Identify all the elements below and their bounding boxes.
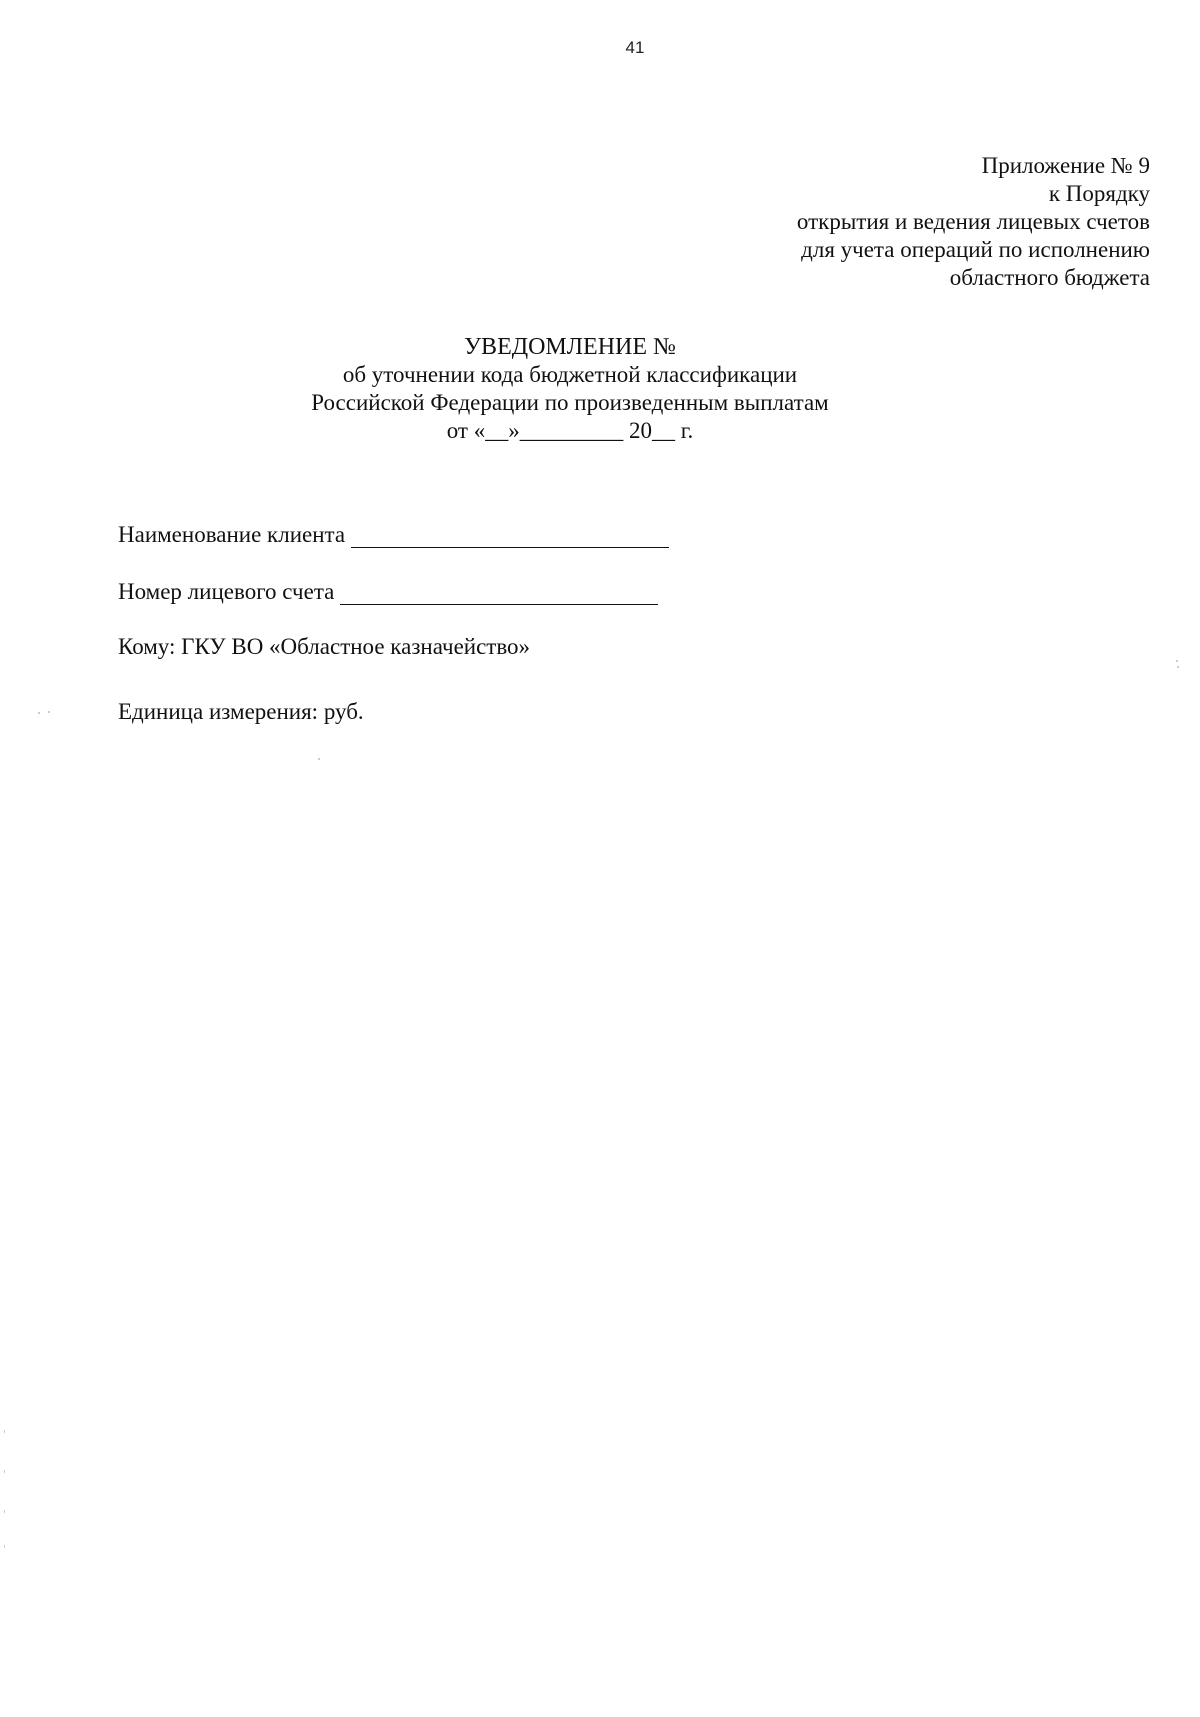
page-number: 41: [625, 38, 645, 57]
appendix-line-order: к Порядку: [1048, 181, 1150, 206]
scan-edge-mark: [4, 1510, 5, 1513]
scan-speck: [1176, 660, 1178, 662]
client-name-blank: [351, 525, 669, 548]
notice-date-line: от «__»_________ 20__ г.: [446, 418, 694, 443]
appendix-line-operations: для учета операций по исполнению: [801, 237, 1150, 262]
recipient-text: Кому: ГКУ ВО «Областное казначейство»: [118, 634, 531, 659]
client-name-row: [118, 520, 1018, 548]
scan-speck: [318, 758, 320, 760]
unit-text: Единица измерения: руб.: [118, 699, 364, 724]
account-number-label: Номер лицевого счета: [118, 579, 335, 604]
appendix-line-number: Приложение № 9: [981, 153, 1150, 178]
account-number-row: [118, 577, 1018, 605]
scan-edge-mark: [4, 1430, 5, 1433]
appendix-line-budget: областного бюджета: [949, 265, 1150, 290]
unit-row: [118, 697, 1018, 725]
scan-speck: [38, 712, 40, 714]
client-name-label: Наименование клиента: [118, 522, 346, 547]
appendix-reference: [590, 152, 1150, 292]
notice-title: УВЕДОМЛЕНИЕ №: [464, 334, 676, 360]
scan-edge-mark: [4, 1470, 5, 1473]
recipient-row: [118, 632, 1018, 660]
notice-fields: [118, 520, 1018, 725]
notice-subtitle-line2: Российской Федерации по произведенным выплатам: [311, 390, 829, 415]
scan-edge-mark: [4, 1545, 5, 1548]
account-number-blank: [340, 582, 658, 605]
appendix-line-accounts: открытия и ведения лицевых счетов: [796, 209, 1150, 234]
scan-speck: [48, 711, 50, 713]
scan-speck: [1177, 666, 1179, 668]
notice-heading: [180, 333, 960, 445]
notice-subtitle-line1: об уточнении кода бюджетной классификации: [342, 362, 798, 387]
